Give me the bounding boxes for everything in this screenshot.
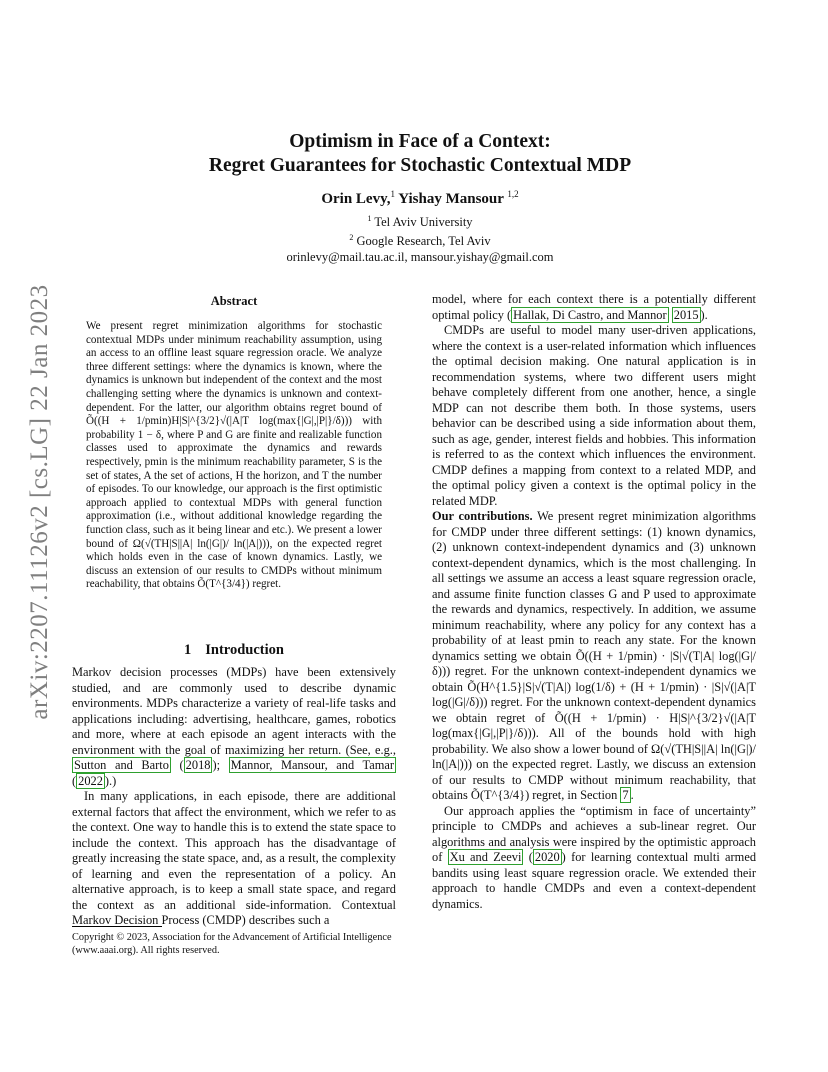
author-1: Orin Levy, <box>321 191 391 207</box>
title-line-1: Optimism in Face of a Context: <box>289 131 551 152</box>
affiliations <box>140 211 700 265</box>
arxiv-sidebar <box>18 284 62 720</box>
footnote-rule <box>72 926 162 927</box>
emails: orinlevy@mail.tau.ac.il, mansour.yishay@gmail.com <box>286 250 554 265</box>
author-1-affil: 1 <box>390 189 396 199</box>
contributions-heading: Our contributions. <box>432 509 533 523</box>
affil-2-text: Google Research, Tel Aviv <box>353 234 491 249</box>
right-column <box>432 292 756 912</box>
approach-text-b: for learning contextual multi armed bandits using least square regression oracle. We extended their approach to handle CMDPs and even a context-dependent dynamics. <box>432 850 757 911</box>
abstract-heading: Abstract <box>210 294 258 308</box>
abstract-body <box>86 320 382 592</box>
author-2-affil: 1,2 <box>507 189 519 199</box>
intro-left-column <box>72 665 396 929</box>
citation-sutton-barto-year[interactable]: 2018 <box>185 758 211 772</box>
authors <box>140 189 700 208</box>
paper-title <box>140 130 700 178</box>
citation-xu-zeevi-year[interactable]: 2020 <box>534 850 560 864</box>
author-2: Yishay Mansour <box>395 191 508 207</box>
approach-paragraph: Our approach applies the “optimism in face of uncertainty” principle to CMDPs and achieves a sub-linear regret. Our algorithms and analysis were inspired by the optimistic approach of Xu and Zeevi ( 2020 ) for learning contextual multi armed bandits using least square regression oracle. We extended their approach to handle CMDPs and even a context-dependent dynamics. <box>432 803 757 911</box>
citation-hallak-year[interactable]: 2015 <box>673 307 699 322</box>
right-p1-text: model, where for each context there is a potentially different optimal policy ( <box>432 292 756 322</box>
copyright-notice: Copyright © 2023, Association for the Advancement of Artificial Intelligence (www.aaai.org). All rights reserved. <box>72 932 392 956</box>
right-paragraph-2: CMDPs are useful to model many user-driven applications, where the context is a user-related information which influences the optimal decision making. One natural application is in recommendation systems, where two different users might behave completely different from one another, hence, a single MDP can not describe them both. In those systems, users behavior can be described using a side information about them, such as age, gender, interest fields and hobbies. This information is referred to as the context which influences the environment. CMDP defines a mapping from context to a related MDP, and the optimal policy given a context is the optimal policy in the related MDP. <box>432 323 756 508</box>
intro-paragraph-1: Markov decision processes (MDPs) have been extensively studied, and are commonly used to describe dynamic environments. MDPs characterize a variety of real-life tasks and applications including: advertising, healthcare, games, robotics and more, where at each episode an agent interacts with the environment with the goal of maximizing her return. (See, e.g., Sutton and Barto ( 2018 ); Mannor, Mansour, and Tamar ( 2022 ).) <box>72 665 396 788</box>
citation-mannor-year[interactable]: 2022 <box>78 773 103 788</box>
right-paragraph-1: model, where for each context there is a potentially different optimal policy ( Hallak, Di Castro, and Mannor 2015 ). <box>432 292 756 322</box>
intro-paragraph-2: In many applications, in each episode, there are additional external factors that affect the environment, which we refer to as the context. One way to handle this is to extend the state space to include the context. This approach has the disadvantage of greatly increasing the state space, and, as a result, the complexity of learning and even the representation of a policy. An alternative approach, is to keep a small state space, and regard the context as an additional side-information. Contextual Markov Decision Process (CMDP) describes such a <box>72 789 396 927</box>
approach-text-a: Our approach applies the “optimism in face of uncertainty” principle to CMDPs and achieves a sub-linear regret. Our algorithms and analysis were inspired by the optimistic approach of <box>432 803 756 864</box>
section-7-link[interactable]: 7 <box>622 788 629 802</box>
contributions-text: We present regret minimization algorithms for CMDP under three different settings: (1) known dynamics, (2) unknown context-independent dynamics and (3) unknown context-dependent dynamics, which is the most challenging. In all settings we assume an access a least square regression oracle, and assume finite function classes G and P used to approximate the rewards and dynamics, respectively. In addition, we assume minimum reachability, where any policy for any context has a probability of at least pmin to reach any state. For the known dynamics setting we obtain Õ((H + 1/pmin) · |S|√(T|A| log(|G|/δ))) regret. For the unknown context-independent dynamics we obtain Õ(H^{1.5}|S|√(T|A|) log(1/δ) + (H + 1/pmin) · |S|√(|A|T log(|G|/δ))) regret. For the unknown context-dependent dynamics we obtain regret of Õ((H + 1/pmin) · H|S|^{3/2}√(|A|T log(max{|G|,|P|}/δ))). All of the bounds hold with high probability. We also show a lower bound of Ω(√(TH|S||A| ln(|G|)/ ln(|A|))) on the expected regret. Lastly, we discuss an extension of our results to CMDP without minimum reachability, that obtains Õ(T^{3/4}) regret, in Section <box>432 509 757 802</box>
intro-p1-text: Markov decision processes (MDPs) have been extensively studied, and are commonly used to describe dynamic environments. MDPs characterize a variety of real-life tasks and applications including: advertising, healthcare, games, robotics and more, where at each episode an agent interacts with the environment with the goal of maximizing her return. (See, e.g., <box>72 665 396 757</box>
abstract-paragraph: We present regret minimization algorithms for stochastic contextual MDPs under minimum reachability assumption, using an access to an offline least square regression oracle. We analyze three different settings: where the dynamics is known, where the dynamics is unknown but independent of the context and the most challenging setting where the dynamics is unknown and context-dependent. For the latter, our algorithm obtains regret bound of Õ((H + 1/pmin)H|S|^{3/2}√(|A|T log(max{|G|,|P|}/δ))) with probability 1 − δ, where P and G are finite and realizable function classes used to approximate the dynamics and rewards respectively, pmin is the minimum reachability parameter, S is the set of states, A the set of actions, H the horizon, and T the number of episodes. To our knowledge, our approach is the first optimistic approach applied to contextual MDPs with general function approximation (i.e., without additional knowledge regarding the function class, such as it being linear and etc.). We present a lower bound of Ω(√(TH|S||A| ln(|G|)/ ln(|A|))), on the expected regret which holds even in the case of known dynamics. Lastly, we discuss an extension of our results to CMDPs without minimum reachability, that obtains Õ(T^{3/4}) regret. <box>86 320 382 591</box>
citation-mannor-mansour-tamar[interactable]: Mannor, Mansour, and Tamar <box>230 758 394 772</box>
affiliation-1 <box>140 211 700 230</box>
affil-2-mark: 2 <box>349 233 354 243</box>
affiliation-2 <box>140 230 700 249</box>
section-heading-introduction <box>72 642 396 659</box>
section-title: Introduction <box>205 642 284 658</box>
affil-1-text: Tel Aviv University <box>371 215 473 230</box>
citation-hallak[interactable]: Hallak, Di Castro, and Mannor <box>513 307 667 322</box>
citation-xu-zeevi[interactable]: Xu and Zeevi <box>449 850 522 864</box>
section-number: 1 <box>184 642 192 658</box>
citation-sutton-barto[interactable]: Sutton and Barto <box>74 758 169 772</box>
contributions-paragraph: Our contributions. We present regret minimization algorithms for CMDP under three different settings: (1) known dynamics, (2) unknown context-independent dynamics and (3) unknown context-dependent dynamics, which is the most challenging. In all settings we assume an access a least square regression oracle, and assume finite function classes G and P used to approximate the rewards and dynamics, respectively. In addition, we assume minimum reachability, where any policy for any context has a probability of at least pmin to reach any state. For the known dynamics setting we obtain Õ((H + 1/pmin) · |S|√(T|A| log(|G|/δ))) regret. For the unknown context-independent dynamics we obtain Õ(H^{1.5}|S|√(T|A|) log(1/δ) + (H + 1/pmin) · |S|√(|A|T log(|G|/δ))) regret. For the unknown context-dependent dynamics we obtain regret of Õ((H + 1/pmin) · H|S|^{3/2}√(|A|T log(max{|G|,|P|}/δ))). All of the bounds hold with high probability. We also show a lower bound of Ω(√(TH|S||A| ln(|G|)/ ln(|A|))) on the expected regret. Lastly, we discuss an extension of our results to CMDP without minimum reachability, that obtains Õ(T^{3/4}) regret, in Section 7 . <box>432 509 757 802</box>
arxiv-id: arXiv:2207.11126v2 [cs.LG] 22 Jan 2023 <box>26 284 53 720</box>
affil-1-mark: 1 <box>367 214 372 223</box>
title-line-2: Regret Guarantees for Stochastic Contextual MDP <box>208 155 632 176</box>
